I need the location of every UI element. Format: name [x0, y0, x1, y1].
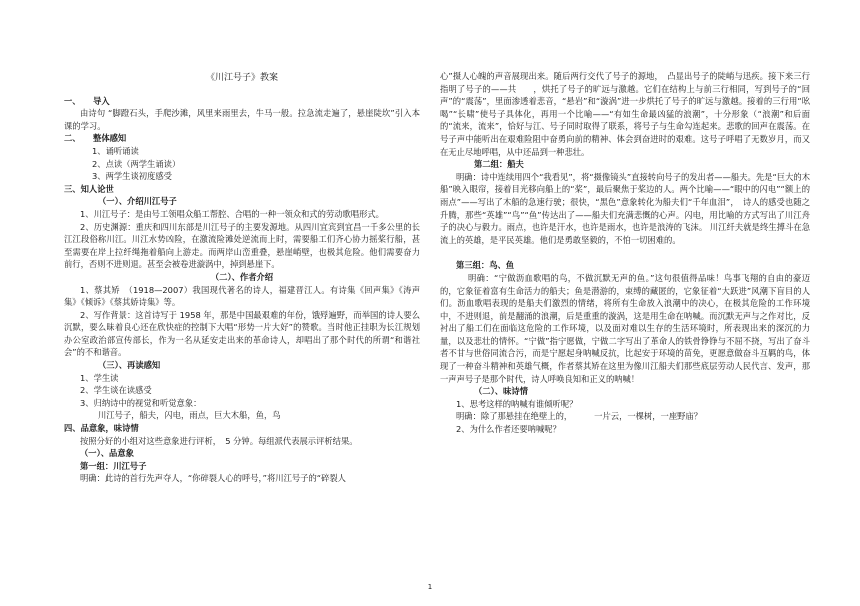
paragraph-haozi-history: 2、历史渊源：重庆和四川东部是川江号子的主要发源地。从四川宜宾到宜昌一千多公里的长江江段俗称川江。川江水势凶险，在激流险滩处逆流而上时，需要船工们齐心协力摇桨行船，甚至需要在岸上拉纤绳拖着船向上游走。而两岸山峦重叠，悬崖峭壁，也极其危险。他们需要奋力前行，否则不进则退。甚至会被卷进漩涡中，掉到悬崖下。 — [64, 221, 420, 270]
subsection-feeling-heading: （二）、味诗情 — [474, 386, 528, 397]
answer-1-part-1: 明确：除了那悬挂在绝壁上的， — [456, 411, 573, 422]
left-column — [64, 72, 420, 485]
right-column — [440, 70, 810, 436]
section-background-heading: 三、知人论世 — [64, 183, 114, 194]
answer-1 — [440, 410, 810, 423]
subsection-author-heading: （二）、作者介绍 — [210, 271, 274, 282]
group-3-paragraph: 明确：“宁做沥血歌唱的鸟，不做沉默无声的鱼。”这句很值得品味！鸟事飞翔的自由的豪迈的，它象征着富有生命活力的船夫；鱼是潜游的，束缚的藏匿的，它象征着“大跃进”风潮下盲目的人们。沥血歌唱表现的是船夫们激烈的情绪，将所有生命放入浪潮中的决心，在极其危险的工作环境中，不进则退，前是翻涌的浪潮，后是重重的漩涡，这是用生命在呐喊。而沉默无声与之作对比，反衬出了船工们在面临这危险的工作环境，以及面对难以生存的生活环境时，所表现出来的深沉的力量，以及悲壮的情怀。“宁做”指宁愿做，宁做二字写出了革命人的铁骨铮铮与不屈不挠，写出了奋斗者不甘与世俗同流合污，而是宁愿起身呐喊反抗，比起安于环境的苗免，更愿意做奋斗互羁的鸟，体现了一种奋斗精神和英雄气概，作者蔡其矫在这里为像川江船夫们那些底层劳动人民代言、发声，那一声声号子是那个时代，诗人呼唤良知和正义的呐喊！ — [440, 272, 810, 384]
section-imagery-heading: 四、品意象，味诗情 — [64, 423, 139, 434]
subsection-imagery-heading: （一）、品意象 — [80, 448, 134, 459]
group-3-heading: 第三组：鸟、鱼 — [456, 260, 515, 271]
subsection-haozi-heading: （一）、介绍川江号子 — [98, 196, 177, 207]
section-intro-paragraph: 由诗句 “脚蹬石头，手爬沙滩，风里来雨里去，牛马一般。拉急流走遍了，悬崖陡坎”引入本课的学习。 — [64, 108, 420, 131]
paragraph-author-bio: 1、蔡其矫 （1918—2007）我国现代著名的诗人，福建晋江人。有诗集《回声集》《涛声集》《倾诉》《蔡其娇诗集》等。 — [64, 284, 420, 308]
spacer — [440, 246, 810, 259]
paragraph-haozi-definition: 1、川江号子：是由号工领唱众船工帮腔、合唱的一种一领众和式的劳动歌唱形式。 — [80, 208, 384, 219]
list-item: 1、诵听诵读 — [92, 145, 139, 156]
group-2-paragraph: 明确：诗中连续用四个“我看见”，将“摄像镜头”直接转向号子的发出者——船夫。先是“巨大的木船”映入眼帘，接着目光移向船上的“桨”，最后聚焦于桨边的人。两个比喻——“眼中的闪电”“额上的雨点”——写出了木船的急速行驶；很快，“黑色”意象转化为船夫们“千年血泪”， 诗人的感受也随之升腾，那些“英雄”“鸟”“鱼”传达出了——船夫们充满悲慨的心声。闪电，用比喻的方式写出了川江舟子的决心与毅力。雨点，也许是汗水，也许是雨水，也许是浪涛的飞沫。 川江纤夫就是终生搏斗在急流上的英雄，是平民英雄。他们是勇敢坚毅的，不怕一切困难的。 — [440, 171, 810, 245]
group-1-heading: 第一组：川江号子 — [80, 460, 147, 471]
section-imagery-paragraph: 按照分好的小组对这些意象进行评析， 5 分钟。每组派代表展示评析结果。 — [80, 435, 358, 446]
list-item: 3、两学生谈初度感受 — [92, 171, 172, 182]
group-1-paragraph: 明确：此诗的首行先声夺人，“你碎裂人心的呼号，”将川江号子的“碎裂人 — [80, 473, 346, 484]
list-item: 1、学生读 — [80, 372, 119, 383]
section-overview-heading: 二、 整体感知 — [64, 133, 127, 144]
subsection-reread-heading: （三）、再读感知 — [98, 360, 161, 371]
question-2: 2、为什么作者还要呐喊呢？ — [456, 424, 561, 435]
list-item: 2、点读（两学生诵读） — [92, 158, 181, 169]
document-title: 《川江号子》教案 — [205, 73, 278, 83]
page-number: 1 — [427, 583, 433, 591]
answer-1-part-2: 一片云，一棵树，一座野庙？ — [594, 411, 703, 422]
list-item: 3、归纳诗中的视觉和听觉意象： — [80, 397, 202, 408]
list-item: 2、学生谈在读感受 — [80, 385, 152, 396]
imagery-list: 川江号子，船夫，闪电，雨点，巨大木船，鱼，鸟 — [98, 410, 281, 421]
paragraph-writing-background: 2、写作背景：这首诗写于 1958 年，那是中国最艰难的年份，饿殍遍野，而举国的诗人要么沉默，要么昧着良心还在欣快症的控制下大唱“形势一片大好”的赞歌。当时他正挂职为长江规划办公室政治部宣传部长，作为一名从延安走出来的革命诗人，却唱出了那个时代的所谓“和谐社会”的不和谐音。 — [64, 309, 420, 358]
group-1-paragraph-continued: 心”摄人心魄的声音展现出来。随后两行交代了号子的源地， 凸显出号子的陡峭与迅疾。接下来三行指明了号子的——共 ，烘托了号子的旷远与激越。它们在结构上与前三行相同，写到号子的“回声”的“震荡”，里面渗透着悲音，“悬岩”和“漩涡”进一步烘托了号子的旷远与激越。接着的三行用“吆喝”“长啸”使号子具体化，再用一个比喻——“有如生命最凶猛的浪潮”，十分形象（“浪潮”和后面的“流来，流来”，恰好与江、号子同时取得了联系，将号子与生命勾连起来。悲歌的回声在震荡。在号子声中能听出在艰难险阻中奋勇向前的精神、体会到奋进时的艰难。这号子呼唱了无数岁月，而又在无止尽地呼唱，从中还品到一种悲壮。 — [440, 71, 810, 157]
section-intro-heading: 一、 导入 — [64, 95, 110, 106]
question-1: 1、思考这样的呐喊有谁倾听呢？ — [456, 398, 578, 409]
group-2-heading: 第二组：船夫 — [474, 159, 524, 170]
